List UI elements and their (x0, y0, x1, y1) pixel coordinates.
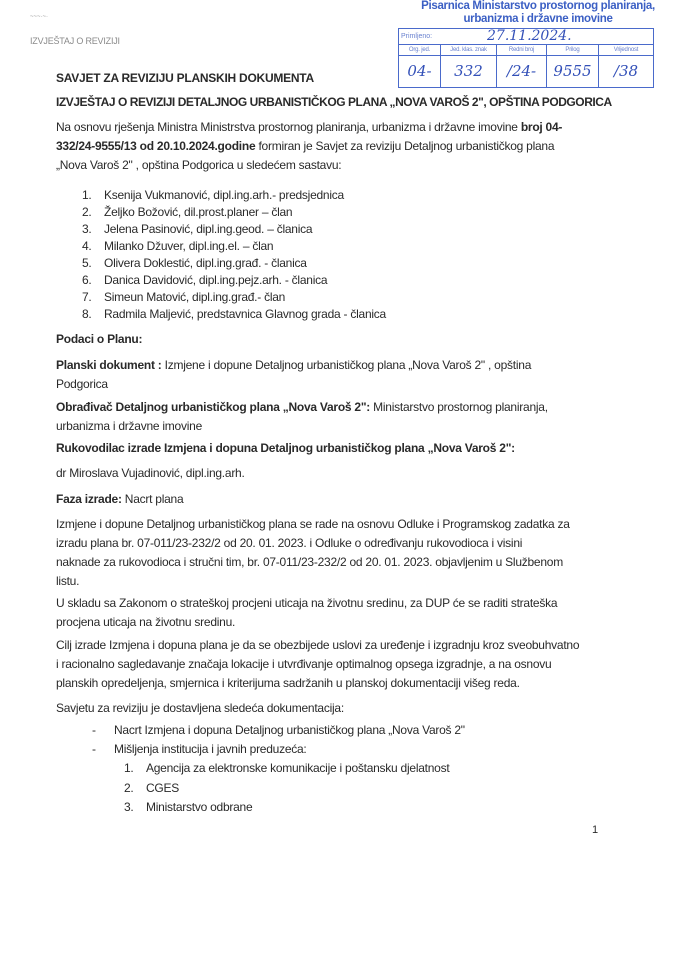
list-item: 3. Ministarstvo odbrane (124, 800, 253, 814)
stamp-org-unit: 04- (407, 62, 432, 80)
list-item: 4. Milanko Džuver, dipl.ing.el. – član (82, 239, 274, 253)
paragraph-documentation: Savjetu za reviziju je dostavljena sledeća dokumentacija: (56, 701, 344, 715)
report-title: IZVJEŠTAJ O REVIZIJI DETALJNOG URBANISTIČKOG PLANA „NOVA VAROŠ 2", OPŠTINA PODGORICA (56, 95, 612, 109)
list-item: 1. Agencija za elektronske komunikacije i poštansku djelatnost (124, 761, 450, 775)
stamp-title: Pisarnica Ministarstvo prostornog planiranja, urbanizma i državne imovine (421, 0, 655, 25)
list-item: 8. Radmila Maljević, predstavnica Glavnog grada - članica (82, 307, 386, 321)
list-item: 2. Željko Božović, dil.prost.planer – član (82, 205, 293, 219)
list-item: 2. CGES (124, 780, 180, 795)
list-item: 6. Danica Davidović, dipl.ing.pejz.arh. - članica (82, 273, 328, 287)
stamp-col: Jed. klas. znak (441, 45, 497, 55)
plan-manager: dr Miroslava Vujadinović, dipl.ing.arh. (56, 466, 245, 480)
plan-phase: Faza izrade: Nacrt plana (56, 492, 184, 506)
plan-processor: Obrađivač Detaljnog urbanističkog plana „Nova Varoš 2": Ministarstvo prostornog planiranja, urbanizma i državne imovine (56, 400, 548, 433)
running-head: IZVJEŠTAJ O REVIZIJI (30, 36, 120, 46)
stamp-year: /24- (506, 62, 537, 80)
intro-paragraph: Na osnovu rješenja Ministra Ministrstva prostornog planiranja, urbanizma i državne imovine broj 04- 332/24-9555/13 od 20.10.2024.godine formiran je Savjet za reviziju Detaljnog urbanističkog plana „Nova Varoš 2" , opština Podgorica u sledećem sastavu: (56, 120, 563, 172)
registry-stamp (398, 28, 654, 88)
council-members-list (82, 187, 386, 323)
stamp-received-date: 27.11.2024. (487, 29, 572, 44)
stamp-col: Org. jed. (399, 45, 441, 55)
documentation-list (92, 721, 465, 758)
stamp-class-code: 332 (454, 62, 483, 80)
stamp-attachment: /38 (613, 62, 639, 80)
list-item: 7. Simeun Matović, dipl.ing.građ.- član (82, 290, 286, 304)
list-item: 5. Olivera Doklestić, dipl.ing.građ. - članica (82, 256, 307, 270)
paragraph-sea: U skladu sa Zakonom o strateškoj procjeni uticaja na životnu sredinu, za DUP će se raditi strateška procjena uticaja na životnu sredinu. (56, 596, 558, 629)
list-item: - Nacrt Izmjena i dopuna Detaljnog urbanističkog plana „Nova Varoš 2" (92, 723, 465, 737)
paragraph-goal: Cilj izrade Izmjena i dopuna plana je da se obezbijede uslovi za uređenje i izgradnju kroz sveobuhvatno i racionalno sagledavanje značaja lokacije i utvrđivanje optimalnog opsega izgradnje, a na osnovu planskih opredeljenja, smjernica i kriterijuma sadržanih u planskoj dokumentaciji višeg reda. (56, 638, 580, 690)
plan-document: Planski dokument : Izmjene i dopune Detaljnog urbanističkog plana „Nova Varoš 2" , opština Podgorica (56, 358, 532, 391)
list-item: - Mišljenja institucija i javnih preduzeća: (92, 741, 307, 756)
council-heading: SAVJET ZA REVIZIJU PLANSKIH DOKUMENTA (56, 71, 314, 85)
stamp-col: Vrijednost (613, 47, 639, 53)
list-item: 1. Ksenija Vukmanović, dipl.ing.arh.- predsjednica (82, 188, 344, 202)
stamp-col: Prilog (547, 45, 599, 55)
page-number: 1 (592, 824, 599, 836)
plan-data-heading: Podaci o Planu: (56, 332, 143, 346)
handwritten-mark: ~~~·~· (30, 14, 49, 20)
institutions-list (124, 759, 449, 818)
plan-manager-label: Rukovodilac izrade Izmjena i dopuna Detaljnog urbanističkog plana „Nova Varoš 2": (56, 441, 515, 455)
stamp-received-label: Primljeno: (401, 33, 433, 40)
stamp-col: Redni broj (497, 45, 547, 55)
stamp-serial: 9555 (553, 62, 592, 80)
paragraph-basis: Izmjene i dopune Detaljnog urbanističkog plana se rade na osnovu Odluke i Programskog zadatka za izradu plana br. 07-011/23-232/2 od 20. 01. 2023. i Odluke o određivanju rukovodioca i visini naknade za rukovodioca i stručni tim, br. 07-011/23-232/2 od 20. 01. 2023. objavljenim u Službenom listu. (56, 517, 570, 588)
list-item: 3. Jelena Pasinović, dipl.ing.geod. – članica (82, 222, 313, 236)
